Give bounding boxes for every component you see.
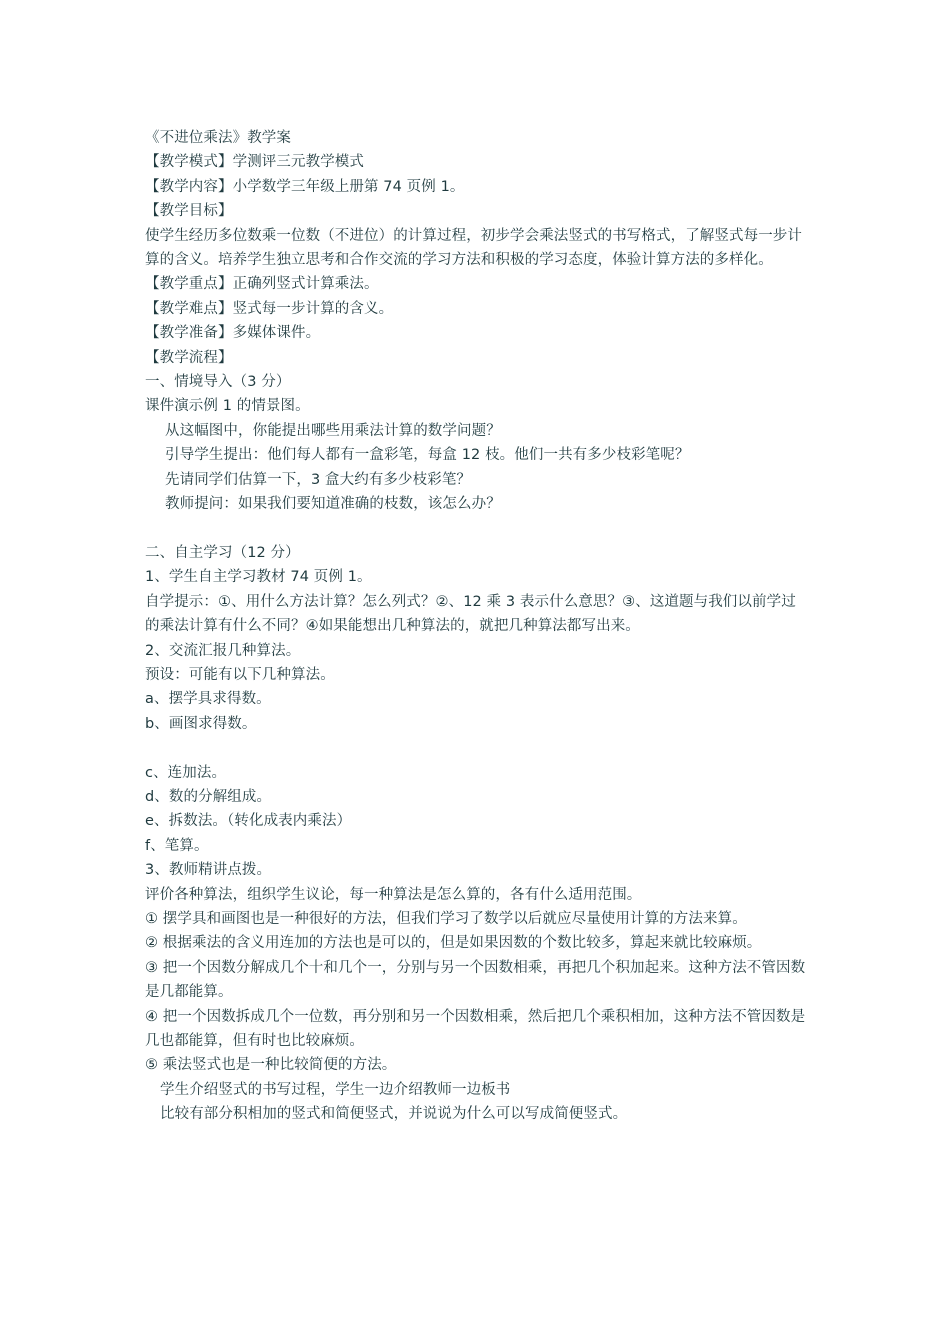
section2-step2: 2、交流汇报几种算法。 (145, 642, 301, 659)
flow-heading: 【教学流程】 (145, 349, 233, 366)
method-item: a、摆学具求得数。 (145, 691, 271, 708)
section2-step3: 3、教师精讲点拨。 (145, 862, 272, 879)
section2-hint: 自学提示：①、用什么方法计算？怎么列式？②、12 乘 3 表示什么意思？③、这道题与我们以前学过的乘法计算有什么不同？④如果能想出几种算法的，就把几种算法都写出来。 (145, 593, 796, 635)
closing-line: 学生介绍竖式的书写过程，学生一边介绍教师一边板书 (160, 1081, 511, 1098)
section1-line: 从这幅图中，你能提出哪些用乘法计算的数学问题？ (165, 422, 501, 439)
closing-line: 比较有部分积相加的竖式和简便竖式，并说说为什么可以写成简便竖式。 (160, 1106, 628, 1123)
preparation: 【教学准备】多媒体课件。 (145, 325, 321, 342)
evaluation-point: ① 摆学具和画图也是一种很好的方法，但我们学习了数学以后就应尽量使用计算的方法来算。 (145, 910, 747, 927)
section1-line: 引导学生提出：他们每人都有一盒彩笔，每盒 12 枝。他们一共有多少枝彩笔呢？ (165, 447, 690, 464)
teaching-content: 【教学内容】小学数学三年级上册第 74 页例 1。 (145, 178, 465, 195)
evaluation-point: ② 根据乘法的含义用连加的方法也是可以的，但是如果因数的个数比较多，算起来就比较麻烦。 (145, 935, 762, 952)
blank-line (145, 517, 810, 541)
evaluation-point: ③ 把一个因数分解成几个十和几个一，分别与另一个因数相乘，再把几个积加起来。这种方法不管因数是几都能算。 (145, 959, 806, 1001)
difficulty: 【教学难点】竖式每一步计算的含义。 (145, 300, 394, 317)
section2-preset: 预设：可能有以下几种算法。 (145, 666, 335, 683)
method-item: b、画图求得数。 (145, 715, 257, 732)
section2-evaluate: 评价各种算法，组织学生议论，每一种算法是怎么算的，各有什么适用范围。 (145, 886, 642, 903)
method-item: c、连加法。 (145, 764, 227, 781)
blank-line (145, 736, 810, 760)
section1-heading: 一、情境导入（3 分） (145, 374, 291, 391)
method-item: d、数的分解组成。 (145, 788, 272, 805)
document-page (145, 126, 810, 1127)
evaluation-point: ④ 把一个因数拆成几个一位数，再分别和另一个因数相乘，然后把几个乘积相加，这种方法不管因数是几也都能算，但有时也比较麻烦。 (145, 1008, 806, 1049)
document-title: 《不进位乘法》教学案 (145, 130, 291, 146)
method-item: e、拆数法。（转化成表内乘法） (145, 813, 352, 830)
evaluation-point: ⑤ 乘法竖式也是一种比较简便的方法。 (145, 1057, 397, 1074)
section1-intro: 课件演示例 1 的情景图。 (145, 398, 310, 415)
key-point: 【教学重点】正确列竖式计算乘法。 (145, 276, 379, 293)
goal-text: 使学生经历多位数乘一位数（不进位）的计算过程，初步学会乘法竖式的书写格式，了解竖式每一步计算的含义。培养学生独立思考和合作交流的学习方法和积极的学习态度，体验计算方法的多样化。 (145, 227, 802, 269)
section1-line: 教师提问：如果我们要知道准确的枝数，该怎么办？ (165, 496, 501, 513)
section2-step1: 1、学生自主学习教材 74 页例 1。 (145, 569, 372, 586)
section1-line: 先请同学们估算一下，3 盒大约有多少枝彩笔？ (165, 471, 472, 488)
teaching-mode: 【教学模式】学测评三元教学模式 (145, 154, 364, 171)
goal-heading: 【教学目标】 (145, 203, 233, 220)
section2-heading: 二、自主学习（12 分） (145, 544, 300, 561)
method-item: f、笔算。 (145, 837, 209, 854)
